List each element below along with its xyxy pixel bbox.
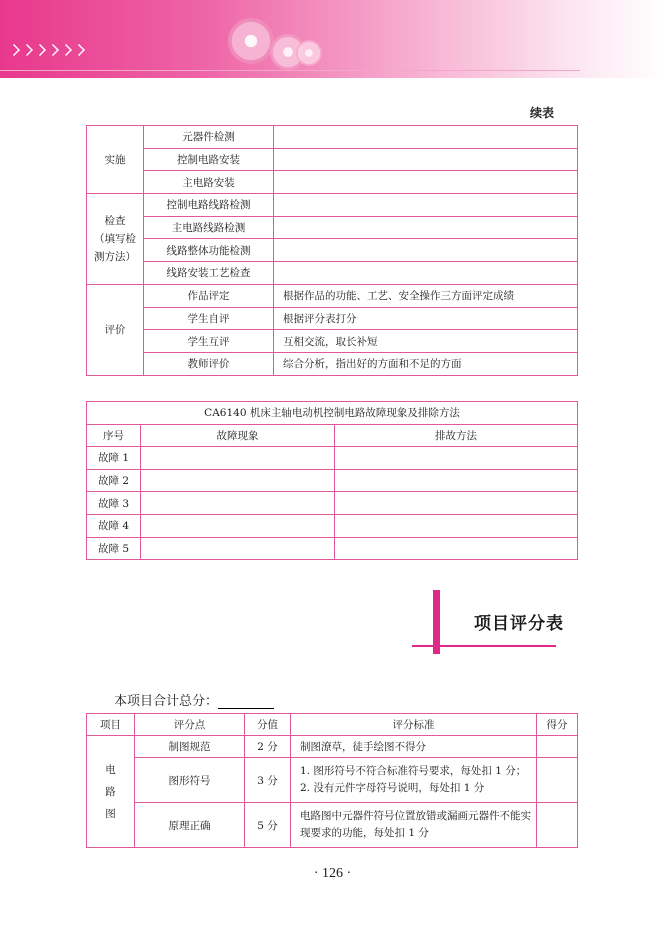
section-heading: 项目评分表	[474, 614, 564, 634]
continued-label: 续表	[530, 106, 555, 120]
table-row	[87, 194, 578, 217]
column-header: 故障现象	[141, 424, 335, 447]
table-row	[87, 537, 578, 560]
item-cell: 线路安装工艺检查	[144, 262, 274, 285]
table-row	[87, 307, 578, 330]
total-score-blank[interactable]	[218, 696, 274, 709]
fault-fix-cell[interactable]	[335, 469, 578, 492]
desc-cell	[274, 148, 578, 171]
table-row	[87, 126, 578, 149]
gear-icon	[296, 40, 322, 66]
fault-label: 故障 5	[87, 537, 141, 560]
fault-phenomenon-cell[interactable]	[141, 469, 335, 492]
desc-cell	[274, 126, 578, 149]
fault-fix-cell[interactable]	[335, 537, 578, 560]
scoring-point: 图形符号	[135, 758, 245, 803]
fault-fix-cell[interactable]	[335, 447, 578, 470]
desc-cell	[274, 194, 578, 217]
table-row	[87, 447, 578, 470]
table-row	[87, 148, 578, 171]
desc-cell	[274, 216, 578, 239]
column-header: 序号	[87, 424, 141, 447]
group-label-char: 电	[105, 763, 116, 776]
table-row	[87, 758, 578, 803]
group-label: 实施	[87, 126, 144, 194]
criteria-cell	[291, 758, 537, 803]
group-label-line: 测方法）	[94, 250, 136, 263]
table-row	[87, 284, 578, 307]
item-cell: 学生自评	[144, 307, 274, 330]
column-header: 评分点	[135, 714, 245, 736]
fault-table	[86, 401, 578, 560]
fault-table-title: CA6140 机床主轴电动机控制电路故障现象及排除方法	[87, 402, 578, 425]
total-score-label: 本项目合计总分：	[114, 694, 219, 709]
fault-label: 故障 2	[87, 469, 141, 492]
criteria-line: 电路图中元器件符号位置放错或漏画元器件不能实现要求的功能，每处扣 1 分	[300, 810, 531, 839]
group-label	[87, 736, 135, 848]
column-header: 项目	[87, 714, 135, 736]
table-row	[87, 352, 578, 375]
desc-cell	[274, 262, 578, 285]
fault-label: 故障 4	[87, 514, 141, 537]
table-header-row	[87, 714, 578, 736]
item-cell: 控制电路线路检测	[144, 194, 274, 217]
group-label-char: 图	[105, 807, 116, 820]
score-cell[interactable]	[537, 736, 578, 758]
table-row	[87, 171, 578, 194]
item-cell: 主电路线路检测	[144, 216, 274, 239]
score-value: 5 分	[245, 803, 291, 848]
score-cell[interactable]	[537, 758, 578, 803]
group-label	[87, 194, 144, 285]
table-row	[87, 239, 578, 262]
process-table	[86, 125, 578, 376]
table-row	[87, 492, 578, 515]
criteria-cell	[291, 803, 537, 848]
column-header: 评分标准	[291, 714, 537, 736]
total-score	[114, 690, 274, 709]
chevron-decoration-icon	[8, 44, 85, 56]
item-cell: 线路整体功能检测	[144, 239, 274, 262]
table-row	[87, 262, 578, 285]
gear-icon	[228, 18, 274, 64]
fault-label: 故障 1	[87, 447, 141, 470]
item-cell: 元器件检测	[144, 126, 274, 149]
fault-label: 故障 3	[87, 492, 141, 515]
item-cell: 作品评定	[144, 284, 274, 307]
table-row	[87, 469, 578, 492]
table-header-row	[87, 424, 578, 447]
group-label-line: （填写检	[94, 232, 136, 245]
fault-phenomenon-cell[interactable]	[141, 537, 335, 560]
item-cell: 学生互评	[144, 330, 274, 353]
header-rule	[0, 70, 580, 71]
fault-phenomenon-cell[interactable]	[141, 447, 335, 470]
heading-underline	[412, 645, 556, 647]
group-label: 评价	[87, 284, 144, 375]
fault-phenomenon-cell[interactable]	[141, 492, 335, 515]
criteria-line: 2. 没有元件字母符号说明，每处扣 1 分	[300, 782, 485, 794]
desc-cell: 互相交流，取长补短	[274, 330, 578, 353]
fault-fix-cell[interactable]	[335, 514, 578, 537]
score-value: 3 分	[245, 758, 291, 803]
item-cell: 主电路安装	[144, 171, 274, 194]
score-value: 2 分	[245, 736, 291, 758]
table-row	[87, 514, 578, 537]
desc-cell: 根据作品的功能、工艺、安全操作三方面评定成绩	[274, 284, 578, 307]
group-label-line: 检查	[104, 214, 126, 227]
score-cell[interactable]	[537, 803, 578, 848]
column-header: 排故方法	[335, 424, 578, 447]
scoring-point: 制图规范	[135, 736, 245, 758]
column-header: 得分	[537, 714, 578, 736]
desc-cell	[274, 171, 578, 194]
fault-phenomenon-cell[interactable]	[141, 514, 335, 537]
item-cell: 教师评价	[144, 352, 274, 375]
desc-cell: 综合分析，指出好的方面和不足的方面	[274, 352, 578, 375]
table-row	[87, 736, 578, 758]
desc-cell: 根据评分表打分	[274, 307, 578, 330]
header-banner	[0, 0, 665, 78]
page-number: · 126 ·	[313, 866, 352, 881]
scoring-point: 原理正确	[135, 803, 245, 848]
column-header: 分值	[245, 714, 291, 736]
table-title-row	[87, 402, 578, 425]
criteria-cell	[291, 736, 537, 758]
criteria-line: 制图潦草，徒手绘图不得分	[300, 741, 426, 753]
desc-cell	[274, 239, 578, 262]
criteria-line: 1. 图形符号不符合标准符号要求，每处扣 1 分；	[300, 765, 527, 777]
fault-fix-cell[interactable]	[335, 492, 578, 515]
group-label-char: 路	[105, 785, 116, 798]
table-row	[87, 330, 578, 353]
item-cell: 控制电路安装	[144, 148, 274, 171]
scoring-table	[86, 713, 578, 848]
table-row	[87, 803, 578, 848]
table-row	[87, 216, 578, 239]
